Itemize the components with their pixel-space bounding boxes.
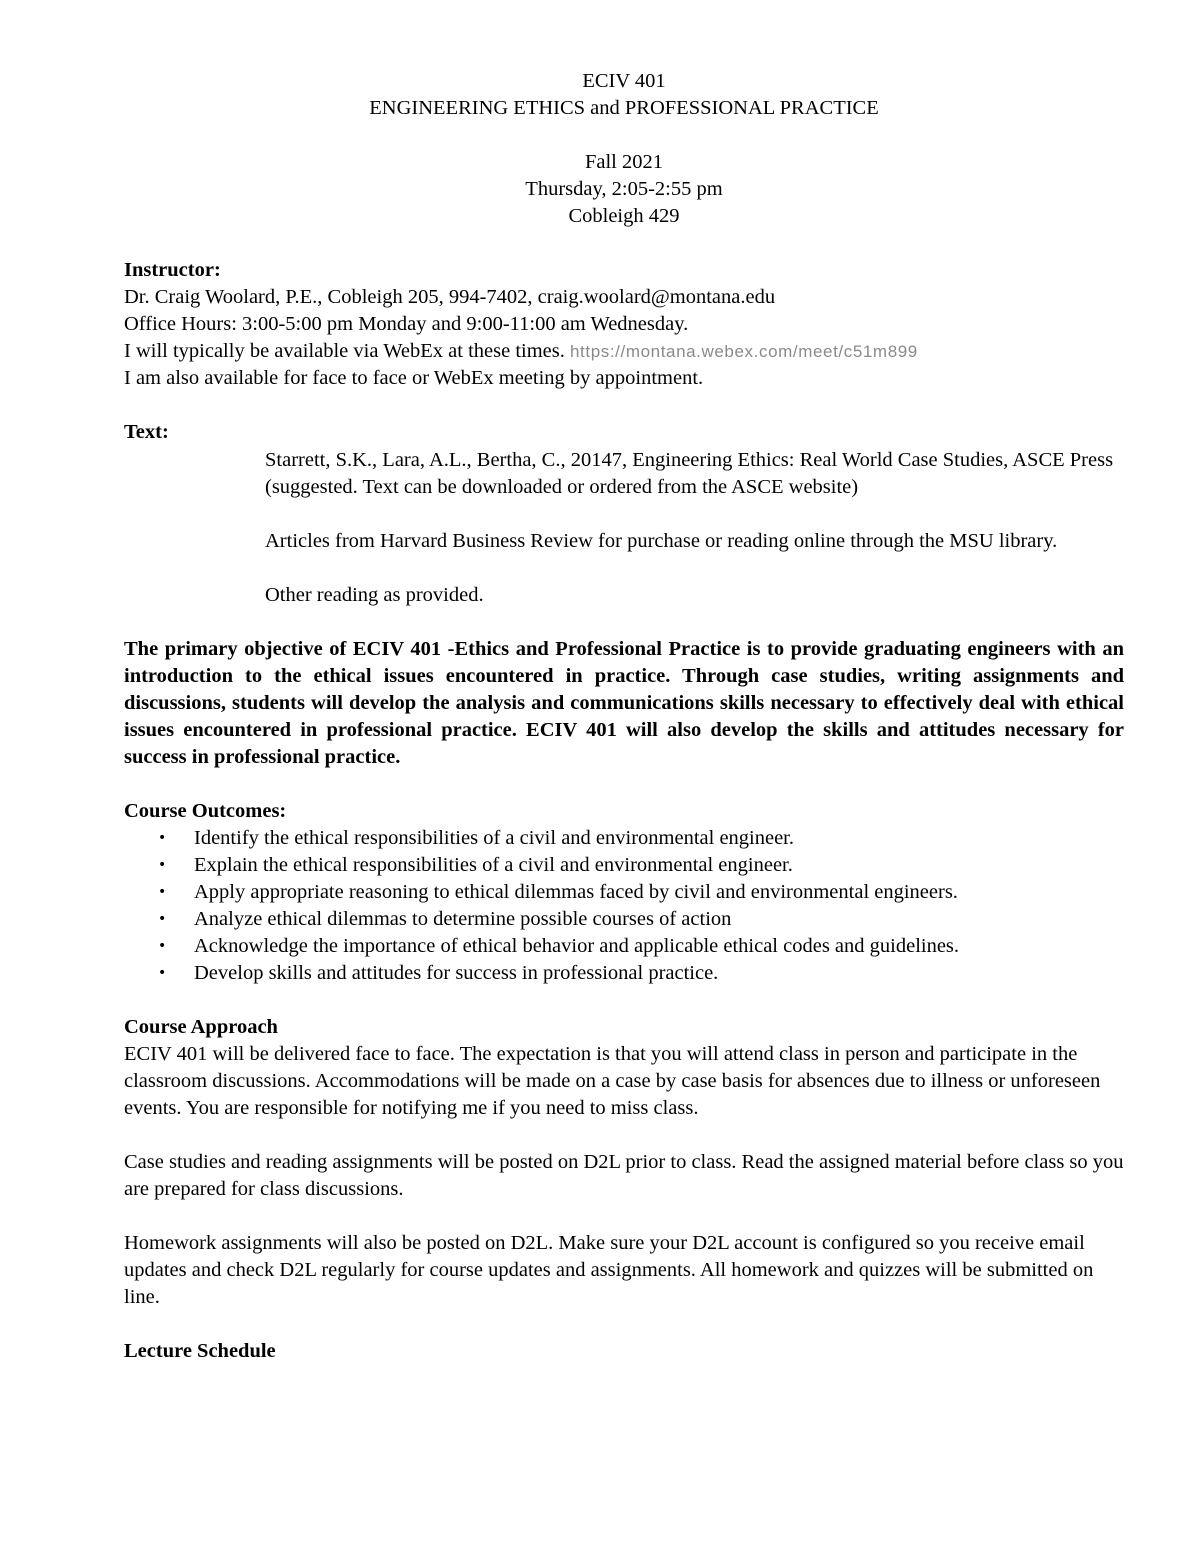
bullet-icon: •	[158, 938, 167, 954]
bullet-icon: •	[158, 830, 167, 846]
outcome-text: Explain the ethical responsibilities of a civil and environmental engineer.	[194, 854, 793, 876]
course-time: Thursday, 2:05-2:55 pm	[525, 178, 723, 200]
instructor-heading: Instructor:	[124, 259, 221, 281]
outcome-text: Analyze ethical dilemmas to determine possible courses of action	[194, 908, 732, 930]
bullet-icon: •	[158, 857, 167, 873]
objective-paragraph: The primary objective of ECIV 401 -Ethics and Professional Practice is to provide graduating engineers with an introduction to the ethical issues encountered in practice. Through case studies, writing assignments and discussions, students will develop the analysis and communications skills necessary to effectively deal with ethical issues encountered in professional practice. ECIV 401 will also develop the skills and attitudes necessary for success in professional practice.	[124, 638, 1124, 768]
approach-paragraph-attendance: ECIV 401 will be delivered face to face. The expectation is that you will attend class in person and participate in the classroom discussions. Accommodations will be made on a case by case basis for absences due to illness or unforeseen events. You are responsible for notifying me if you need to miss class.	[124, 1043, 1101, 1119]
list-item	[124, 906, 1124, 933]
bullet-icon: •	[158, 965, 167, 981]
approach-section	[124, 1014, 1124, 1311]
webex-link[interactable]: https://montana.webex.com/meet/c51m899	[570, 342, 918, 361]
course-header	[124, 68, 1124, 230]
course-term: Fall 2021	[584, 151, 664, 173]
outcomes-heading: Course Outcomes:	[124, 800, 287, 822]
appointment-text: I am also available for face to face or WebEx meeting by appointment.	[124, 367, 704, 389]
approach-paragraph-homework: Homework assignments will also be posted on D2L. Make sure your D2L account is configured so you receive email updates and check D2L regularly for course updates and assignments. All homework and quizzes will be submitted on line.	[124, 1232, 1094, 1308]
text-item-textbook: Starrett, S.K., Lara, A.L., Bertha, C., 20147, Engineering Ethics: Real World Case Studies, ASCE Press (suggested. Text can be downloaded or ordered from the ASCE website)	[265, 449, 1114, 498]
approach-heading: Course Approach	[124, 1016, 278, 1038]
list-item	[124, 960, 1124, 987]
list-item	[124, 933, 1124, 960]
list-item	[124, 852, 1124, 879]
outcomes-section	[124, 798, 1124, 987]
syllabus-page	[124, 68, 1124, 1365]
course-title: ENGINEERING ETHICS and PROFESSIONAL PRACTICE	[369, 97, 879, 119]
list-item	[124, 879, 1124, 906]
approach-paragraph-reading: Case studies and reading assignments will be posted on D2L prior to class. Read the assigned material before class so you are prepared for class discussions.	[124, 1151, 1124, 1200]
bullet-icon: •	[158, 884, 167, 900]
course-room: Cobleigh 429	[568, 205, 680, 227]
list-item	[124, 825, 1124, 852]
instructor-contact: Dr. Craig Woolard, P.E., Cobleigh 205, 994-7402, craig.woolard@montana.edu	[124, 286, 776, 308]
text-item-other: Other reading as provided.	[265, 584, 484, 606]
outcome-text: Acknowledge the importance of ethical behavior and applicable ethical codes and guidelines.	[194, 935, 960, 957]
schedule-heading: Lecture Schedule	[124, 1340, 276, 1362]
outcomes-list	[124, 825, 1124, 987]
bullet-icon: •	[158, 911, 167, 927]
outcome-text: Develop skills and attitudes for success in professional practice.	[194, 962, 719, 984]
text-item-articles: Articles from Harvard Business Review for purchase or reading online through the MSU library.	[265, 530, 1058, 552]
course-code: ECIV 401	[582, 70, 666, 92]
webex-line	[124, 338, 1124, 365]
office-hours: Office Hours: 3:00-5:00 pm Monday and 9:00-11:00 am Wednesday.	[124, 313, 689, 335]
text-heading: Text:	[124, 421, 169, 443]
instructor-section	[124, 257, 1124, 392]
outcome-text: Identify the ethical responsibilities of a civil and environmental engineer.	[194, 827, 795, 849]
outcome-text: Apply appropriate reasoning to ethical dilemmas faced by civil and environmental engineers.	[194, 881, 958, 903]
webex-text: I will typically be available via WebEx at these times.	[124, 340, 565, 362]
text-section	[124, 419, 1124, 609]
